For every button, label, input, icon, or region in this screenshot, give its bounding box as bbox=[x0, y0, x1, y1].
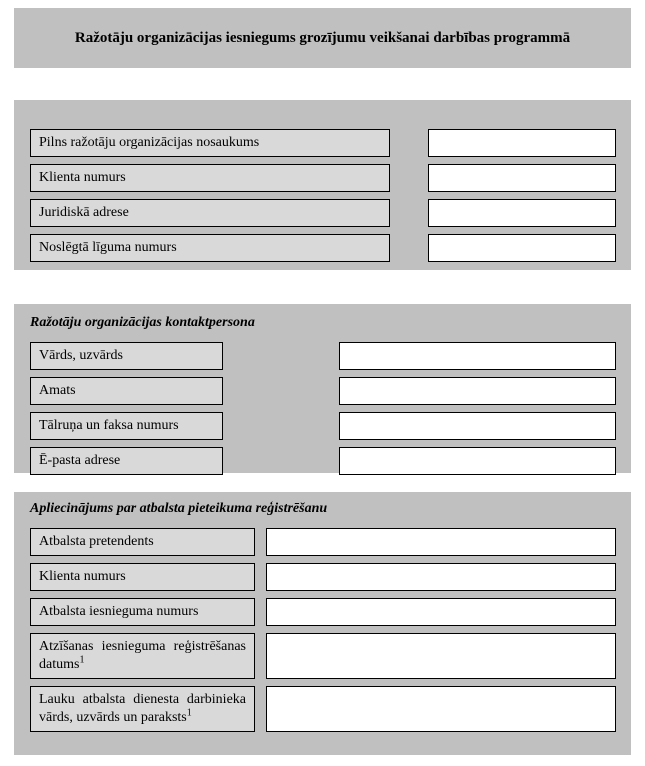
field-label-applicant bbox=[30, 528, 255, 556]
form-row-applicant bbox=[30, 528, 616, 556]
field-input-org-name[interactable] bbox=[428, 129, 616, 157]
field-input-email[interactable] bbox=[339, 447, 616, 475]
field-label-text: Pilns ražotāju organizācijas nosaukums bbox=[39, 135, 260, 150]
field-label-lad-employee bbox=[30, 686, 255, 732]
section-contact-person bbox=[14, 304, 631, 473]
field-input-applicant[interactable] bbox=[266, 528, 616, 556]
section-organization-details bbox=[14, 100, 631, 270]
form-title-bar bbox=[14, 8, 631, 68]
form-row-contact-name bbox=[30, 342, 616, 370]
field-input-legal-address[interactable] bbox=[428, 199, 616, 227]
field-label-text: Vārds, uzvārds bbox=[39, 348, 123, 363]
field-input-lad-employee[interactable] bbox=[266, 686, 616, 732]
field-label-client-number bbox=[30, 164, 390, 192]
field-label-phone-fax bbox=[30, 412, 223, 440]
field-label-text: Atbalsta iesnieguma numurs bbox=[39, 604, 199, 619]
field-label-text: Klienta numurs bbox=[39, 569, 126, 584]
field-label-application-number bbox=[30, 598, 255, 626]
form-row-client-number bbox=[30, 164, 616, 192]
field-label-text: Atbalsta pretendents bbox=[39, 534, 154, 549]
form-title: Ražotāju organizācijas iesniegums grozījumu veikšanai darbības programmā bbox=[74, 30, 571, 46]
field-label-org-name bbox=[30, 129, 390, 157]
footnote-marker: 1 bbox=[186, 707, 192, 719]
form-row-phone-fax bbox=[30, 412, 616, 440]
field-label-contract-number bbox=[30, 234, 390, 262]
form-row-lad-employee bbox=[30, 686, 616, 732]
field-label-position bbox=[30, 377, 223, 405]
field-label-email bbox=[30, 447, 223, 475]
field-label-recognition-date bbox=[30, 633, 255, 679]
form-row-legal-address bbox=[30, 199, 616, 227]
section-heading-confirmation: Apliecinājums par atbalsta pieteikuma reģistrēšanu bbox=[30, 501, 328, 516]
form-row-recognition-date bbox=[30, 633, 616, 679]
field-label-text: Ē-pasta adrese bbox=[39, 453, 121, 468]
field-input-application-number[interactable] bbox=[266, 598, 616, 626]
section-confirmation bbox=[14, 492, 631, 755]
form-row-org-name bbox=[30, 129, 616, 157]
form-row-email bbox=[30, 447, 616, 475]
field-label-client-number-2 bbox=[30, 563, 255, 591]
form-row-contract-number bbox=[30, 234, 616, 262]
field-input-phone-fax[interactable] bbox=[339, 412, 616, 440]
form-row-client-number-2 bbox=[30, 563, 616, 591]
form-row-application-number bbox=[30, 598, 616, 626]
form-row-position bbox=[30, 377, 616, 405]
field-input-position[interactable] bbox=[339, 377, 616, 405]
field-label-text: Tālruņa un faksa numurs bbox=[39, 418, 179, 433]
field-label-text: Klienta numurs bbox=[39, 170, 126, 185]
field-input-contact-name[interactable] bbox=[339, 342, 616, 370]
field-label-text: Atzīšanas iesnieguma reģistrēšanas datums bbox=[39, 639, 246, 672]
field-label-text: Lauku atbalsta dienesta darbinieka vārds, uzvārds un paraksts bbox=[39, 692, 246, 725]
field-input-client-number[interactable] bbox=[428, 164, 616, 192]
field-label-text: Amats bbox=[39, 383, 76, 398]
field-label-text: Juridiskā adrese bbox=[39, 205, 129, 220]
field-input-client-number-2[interactable] bbox=[266, 563, 616, 591]
field-label-text: Noslēgtā līguma numurs bbox=[39, 240, 177, 255]
field-input-recognition-date[interactable] bbox=[266, 633, 616, 679]
field-label-contact-name bbox=[30, 342, 223, 370]
field-label-legal-address bbox=[30, 199, 390, 227]
field-input-contract-number[interactable] bbox=[428, 234, 616, 262]
footnote-marker: 1 bbox=[79, 654, 85, 666]
section-heading-contact: Ražotāju organizācijas kontaktpersona bbox=[30, 315, 255, 330]
